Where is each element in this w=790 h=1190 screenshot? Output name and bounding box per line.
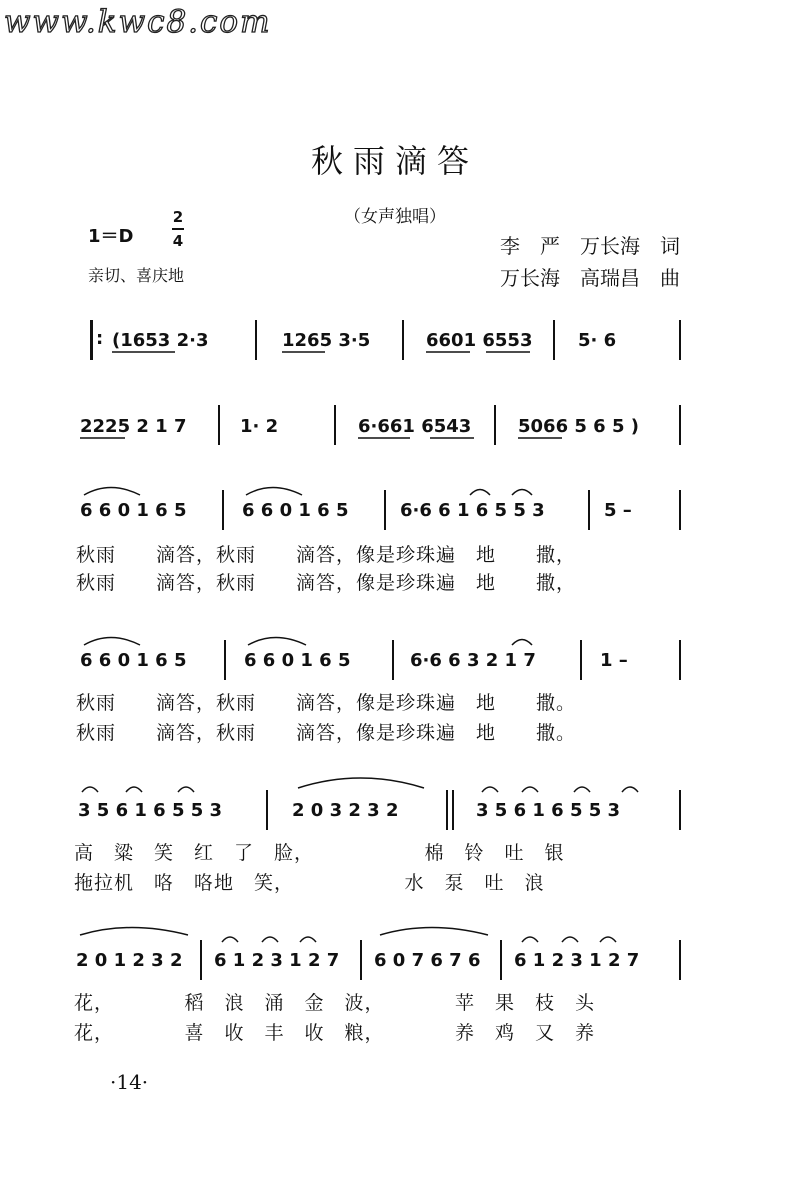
watermark: www.kwc8.com <box>4 4 272 40</box>
intro-measure: 6·661 6543 <box>358 416 472 437</box>
measure: 2 0 1 2 3 2 <box>76 950 183 971</box>
intro-measure: 5· 6 <box>578 330 617 351</box>
intro-measure: 2225 2 1 7 <box>80 416 187 437</box>
lyric-line: 秋雨 滴答，秋雨 滴答，像是珍珠遍 地 撒， <box>76 572 577 594</box>
intro-measure: 1265 3·5 <box>282 330 371 351</box>
measure: 6 6 0 1 6 5 <box>242 500 349 521</box>
measure: 6·6 6 3 2 1 7 <box>410 650 536 671</box>
measure: 1 – <box>600 650 628 671</box>
intro-measure: 5066 5 6 5 ) <box>518 416 639 437</box>
measure: 5 – <box>604 500 632 521</box>
measure: 6 6 0 1 6 5 <box>80 650 187 671</box>
song-title: 秋雨滴答 <box>310 142 479 180</box>
lyric-line: 秋雨 滴答，秋雨 滴答，像是珍珠遍 地 撒。 <box>76 692 577 714</box>
page-number: ·14· <box>110 1070 149 1094</box>
intro-measure: 6601 6553 <box>426 330 533 351</box>
tempo-mood: 亲切、喜庆地 <box>88 266 185 285</box>
measure: 6 6 0 1 6 5 <box>244 650 351 671</box>
composer-credit: 万长海 高瑞昌 曲 <box>500 266 680 290</box>
time-signature-bottom: 4 <box>172 232 184 250</box>
measure: 6 6 0 1 6 5 <box>80 500 187 521</box>
measure: 6 1 2 3 1 2 7 <box>214 950 340 971</box>
lyric-line: 花， 喜 收 丰 收 粮， 养 鸡 又 养 <box>74 1022 596 1044</box>
intro-measure: 1· 2 <box>240 416 279 437</box>
measure: 6·6 6 1 6 5 5 3 <box>400 500 545 521</box>
measure: 2 0 3 2 3 2 <box>292 800 399 821</box>
time-signature-top: 2 <box>172 208 184 226</box>
lyric-line: 拖拉机 咯 咯地 笑， 水 泵 吐 浪 <box>74 872 545 894</box>
measure: 3 5 6 1 6 5 5 3 <box>476 800 621 821</box>
measure: 6 1 2 3 1 2 7 <box>514 950 640 971</box>
measure: 6 0 7 6 7 6 <box>374 950 481 971</box>
song-subtitle: （女声独唱） <box>344 207 446 227</box>
lyric-line: 高 粱 笑 红 了 脸， 棉 铃 吐 银 <box>74 842 565 864</box>
lyric-line: 花， 稻 浪 涌 金 波， 苹 果 枝 头 <box>74 992 596 1014</box>
measure: 3 5 6 1 6 5 5 3 <box>78 800 223 821</box>
dot-icon: : <box>96 328 104 349</box>
intro-measure: (1653 2·3 <box>112 330 209 351</box>
key-signature: 1＝D <box>88 226 134 247</box>
lyric-line: 秋雨 滴答，秋雨 滴答，像是珍珠遍 地 撒。 <box>76 722 577 744</box>
lyric-line: 秋雨 滴答，秋雨 滴答，像是珍珠遍 地 撒， <box>76 544 577 566</box>
lyricist-credit: 李 严 万长海 词 <box>500 234 680 258</box>
